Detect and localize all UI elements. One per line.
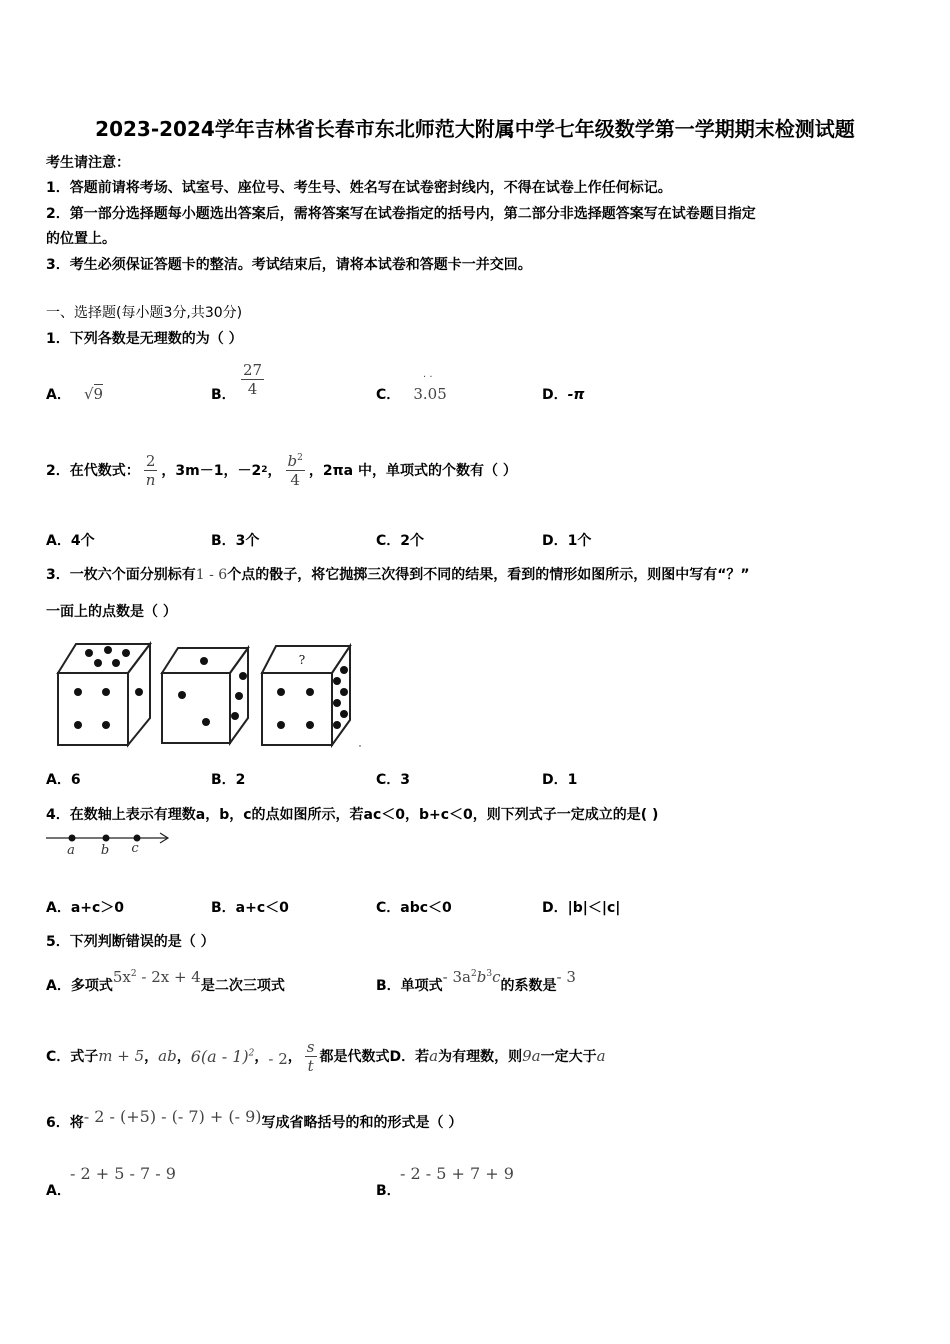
q2-option-a: A．4个 <box>46 533 95 549</box>
die-dot <box>235 692 243 700</box>
q5-c-e3 <box>191 1047 255 1066</box>
notice-item-1: 1．答题前请将考场、试室号、座位号、考生号、姓名写在试卷密封线内，不得在试卷上作任何标记。 <box>46 180 672 196</box>
die-dot <box>74 721 82 729</box>
die-3-top-face <box>262 646 350 673</box>
die-dot <box>200 657 208 665</box>
die-dot <box>306 688 314 696</box>
section-heading: 一、选择题(每小题3分,共30分) <box>46 305 243 321</box>
q2-mid-sup: 2 <box>261 465 268 475</box>
die-dot <box>333 699 341 707</box>
q3-option-b: B．2 <box>211 772 246 788</box>
die-dot <box>340 666 348 674</box>
notice-item-2-cont: 的位置上。 <box>46 231 116 247</box>
q2-fraction-1 <box>144 452 158 489</box>
q5-c-label: C．式子 <box>46 1049 99 1065</box>
q5-c-e3-base: 6(a - 1) <box>190 1046 249 1066</box>
q3-option-c: C．3 <box>376 772 411 788</box>
q2-f1-num: 2 <box>144 452 158 471</box>
q3-stem-line1 <box>46 564 750 584</box>
die-2-front-face <box>162 673 230 743</box>
q2-option-d: D．1个 <box>542 533 592 549</box>
q5-d-var: a <box>429 1047 439 1065</box>
q5-c-e1: m + 5 <box>98 1047 145 1065</box>
q5-c-sep1: ， <box>144 1049 159 1065</box>
q3-range: 1 - 6 <box>195 567 228 583</box>
q5-b-label: B．单项式 <box>376 978 443 994</box>
q3-stem-line2: 一面上的点数是（ ） <box>46 604 177 620</box>
die-dot <box>94 659 102 667</box>
q5-d-mid: 为有理数，则 <box>438 1049 523 1065</box>
q5-b-sup-1: 2 <box>471 969 477 979</box>
die-dot <box>74 688 82 696</box>
q3-option-a: A．6 <box>46 772 81 788</box>
stray-dot <box>359 745 361 747</box>
q2-f1-den: n <box>145 470 156 489</box>
die-dot <box>277 721 285 729</box>
q5-d-tail: 一定大于 <box>540 1049 597 1065</box>
page-title: 2023-2024学年吉林省长春市东北师范大附属中学七年级数学第一学期期末检测试题 <box>95 117 855 141</box>
q5-option-b <box>376 968 576 1002</box>
q6-suffix: 写成省略括号的和的形式是（ ） <box>261 1115 463 1131</box>
q5-b-expr-1: - 3a <box>442 968 471 986</box>
label-c: c <box>131 841 139 856</box>
q1-option-a <box>46 384 103 404</box>
q3-option-d: D．1 <box>542 772 578 788</box>
number-line <box>44 828 174 858</box>
q5-a-expr-2: - 2x + 4 <box>136 968 201 986</box>
q5-stem: 5．下列判断错误的是（ ） <box>46 934 215 950</box>
q5-c-e3-sup: 2 <box>248 1048 255 1059</box>
point-b <box>103 835 110 842</box>
q2-mid2: ， <box>267 463 282 479</box>
q2-f2-base: b <box>287 451 298 470</box>
die-dot <box>340 688 348 696</box>
die-dot <box>102 688 110 696</box>
die-dot <box>104 646 112 654</box>
die-dot <box>277 688 285 696</box>
q5-d-expr: 9a <box>522 1047 541 1065</box>
q5-b-expr-2: b <box>476 968 487 986</box>
q1-b-denominator: 4 <box>247 380 258 398</box>
q5-b-expr-3: c <box>492 968 501 986</box>
q2-f2-num <box>286 452 305 471</box>
die-dot <box>85 649 93 657</box>
q6-a-label: A． <box>46 1183 71 1199</box>
q5-c-e2: ab <box>158 1047 177 1065</box>
die-dot <box>333 677 341 685</box>
q5-c-e4: - 2 <box>268 1050 288 1068</box>
q5-d-label: D．若 <box>389 1049 430 1065</box>
q5-a-expr-sup: 2 <box>130 969 137 979</box>
q1-a-label: A． <box>46 387 71 403</box>
repeating-dots: · · <box>423 372 433 383</box>
q2-suffix: ，2πa 中，单项式的个数有（ ） <box>308 463 517 479</box>
q2-f2-den: 4 <box>290 470 300 489</box>
q1-b-numerator: 27 <box>243 361 263 379</box>
q5-a-expr <box>113 968 201 986</box>
q5-c-sep3: ， <box>254 1049 269 1065</box>
q1-b-fraction <box>241 361 264 398</box>
q3-stem-b: 个点的骰子，将它抛掷三次得到不同的结果，看到的情形如图所示，则图中写有“？” <box>227 567 750 583</box>
die-dot <box>135 688 143 696</box>
q5-c-sep2: ， <box>176 1049 191 1065</box>
q5-b-tail: 的系数是 <box>500 978 557 994</box>
q2-stem <box>46 447 517 493</box>
q4-option-a: A．a+c＞0 <box>46 900 125 916</box>
q5-b-value: - 3 <box>556 968 576 986</box>
q5-b-sup-2: 3 <box>486 969 493 979</box>
sqrt-icon: √ <box>83 385 94 403</box>
q5-b-expr <box>443 968 501 986</box>
q5-d-var2: a <box>596 1047 606 1065</box>
die-3-front-face <box>262 673 332 745</box>
die-dot <box>239 672 247 680</box>
q6-expr: - 2 - (+5) - (- 7) + (- 9) <box>83 1106 262 1126</box>
q5-c-f-num: s <box>306 1037 315 1056</box>
q2-f2-sup: 2 <box>297 452 303 463</box>
q5-a-tail: 是二次三项式 <box>200 978 285 994</box>
q5-c-f-den: t <box>307 1056 314 1075</box>
die-dot <box>112 659 120 667</box>
q1-option-b-label <box>211 384 236 404</box>
q4-stem: 4．在数轴上表示有理数a，b，c的点如图所示，若ac＜0，b+c＜0，则下列式子一定成立的是( ) <box>46 807 659 823</box>
q2-option-c: C．2个 <box>376 533 425 549</box>
q4-option-c: C．abc＜0 <box>376 900 452 916</box>
q5-c-tail: 都是代数式 <box>319 1049 390 1065</box>
die-dot <box>306 721 314 729</box>
die-dot <box>102 721 110 729</box>
q5-a-expr-1: 5x <box>112 968 131 986</box>
q5-option-c-d <box>46 1028 606 1084</box>
die-1-top-face <box>58 644 150 673</box>
q6-prefix: 6．将 <box>46 1115 84 1131</box>
q3-stem-a: 3．一枚六个面分别标有 <box>46 567 196 583</box>
q1-option-c <box>376 384 447 404</box>
q5-option-a <box>46 968 285 1002</box>
q2-prefix: 2．在代数式： <box>46 463 140 479</box>
q6-stem <box>46 1105 462 1139</box>
q1-d-label: D． <box>542 387 568 403</box>
q1-d-value: -π <box>567 387 585 403</box>
die-dot <box>333 721 341 729</box>
q4-option-b: B．a+c＜0 <box>211 900 289 916</box>
q1-c-value: 3.05 <box>413 385 447 403</box>
die-dot <box>122 649 130 657</box>
q6-b-expr: - 2 - 5 + 7 + 9 <box>400 1164 514 1183</box>
die-dot <box>231 712 239 720</box>
q6-a-expr: - 2 + 5 - 7 - 9 <box>70 1164 176 1183</box>
q6-b-label: B． <box>376 1183 401 1199</box>
q2-fraction-2 <box>286 452 305 489</box>
dice-figure <box>46 636 366 751</box>
point-a <box>69 835 76 842</box>
die-dot <box>202 718 210 726</box>
q2-option-b: B．3个 <box>211 533 260 549</box>
label-a: a <box>67 843 75 858</box>
notice-heading: 考生请注意： <box>46 155 130 171</box>
die-1-front-face <box>58 673 128 745</box>
notice-item-2: 2．第一部分选择题每小题选出答案后，需将答案写在试卷指定的括号内，第二部分非选择题答案写在试卷题目指定 <box>46 206 756 222</box>
q1-b-label: B． <box>211 387 236 403</box>
notice-item-3: 3．考生必须保证答题卡的整洁。考试结束后，请将本试卷和答题卡一并交回。 <box>46 257 532 273</box>
q2-mid: ，3m－1，－2 <box>161 463 262 479</box>
label-b: b <box>100 843 110 858</box>
die-dot <box>340 710 348 718</box>
die-3-side-face <box>332 646 350 745</box>
q4-option-d: D．|b|＜|c| <box>542 900 621 916</box>
q5-c-fraction <box>305 1038 317 1075</box>
q1-a-value: 9 <box>93 385 104 403</box>
q5-c-sep4: ， <box>287 1049 302 1065</box>
q1-option-d <box>542 384 585 404</box>
q1-stem: 1．下列各数是无理数的为（ ） <box>46 331 243 347</box>
q5-a-label: A．多项式 <box>46 978 113 994</box>
question-mark-label: ? <box>298 653 306 667</box>
q1-c-label: C． <box>376 387 401 403</box>
die-dot <box>178 691 186 699</box>
